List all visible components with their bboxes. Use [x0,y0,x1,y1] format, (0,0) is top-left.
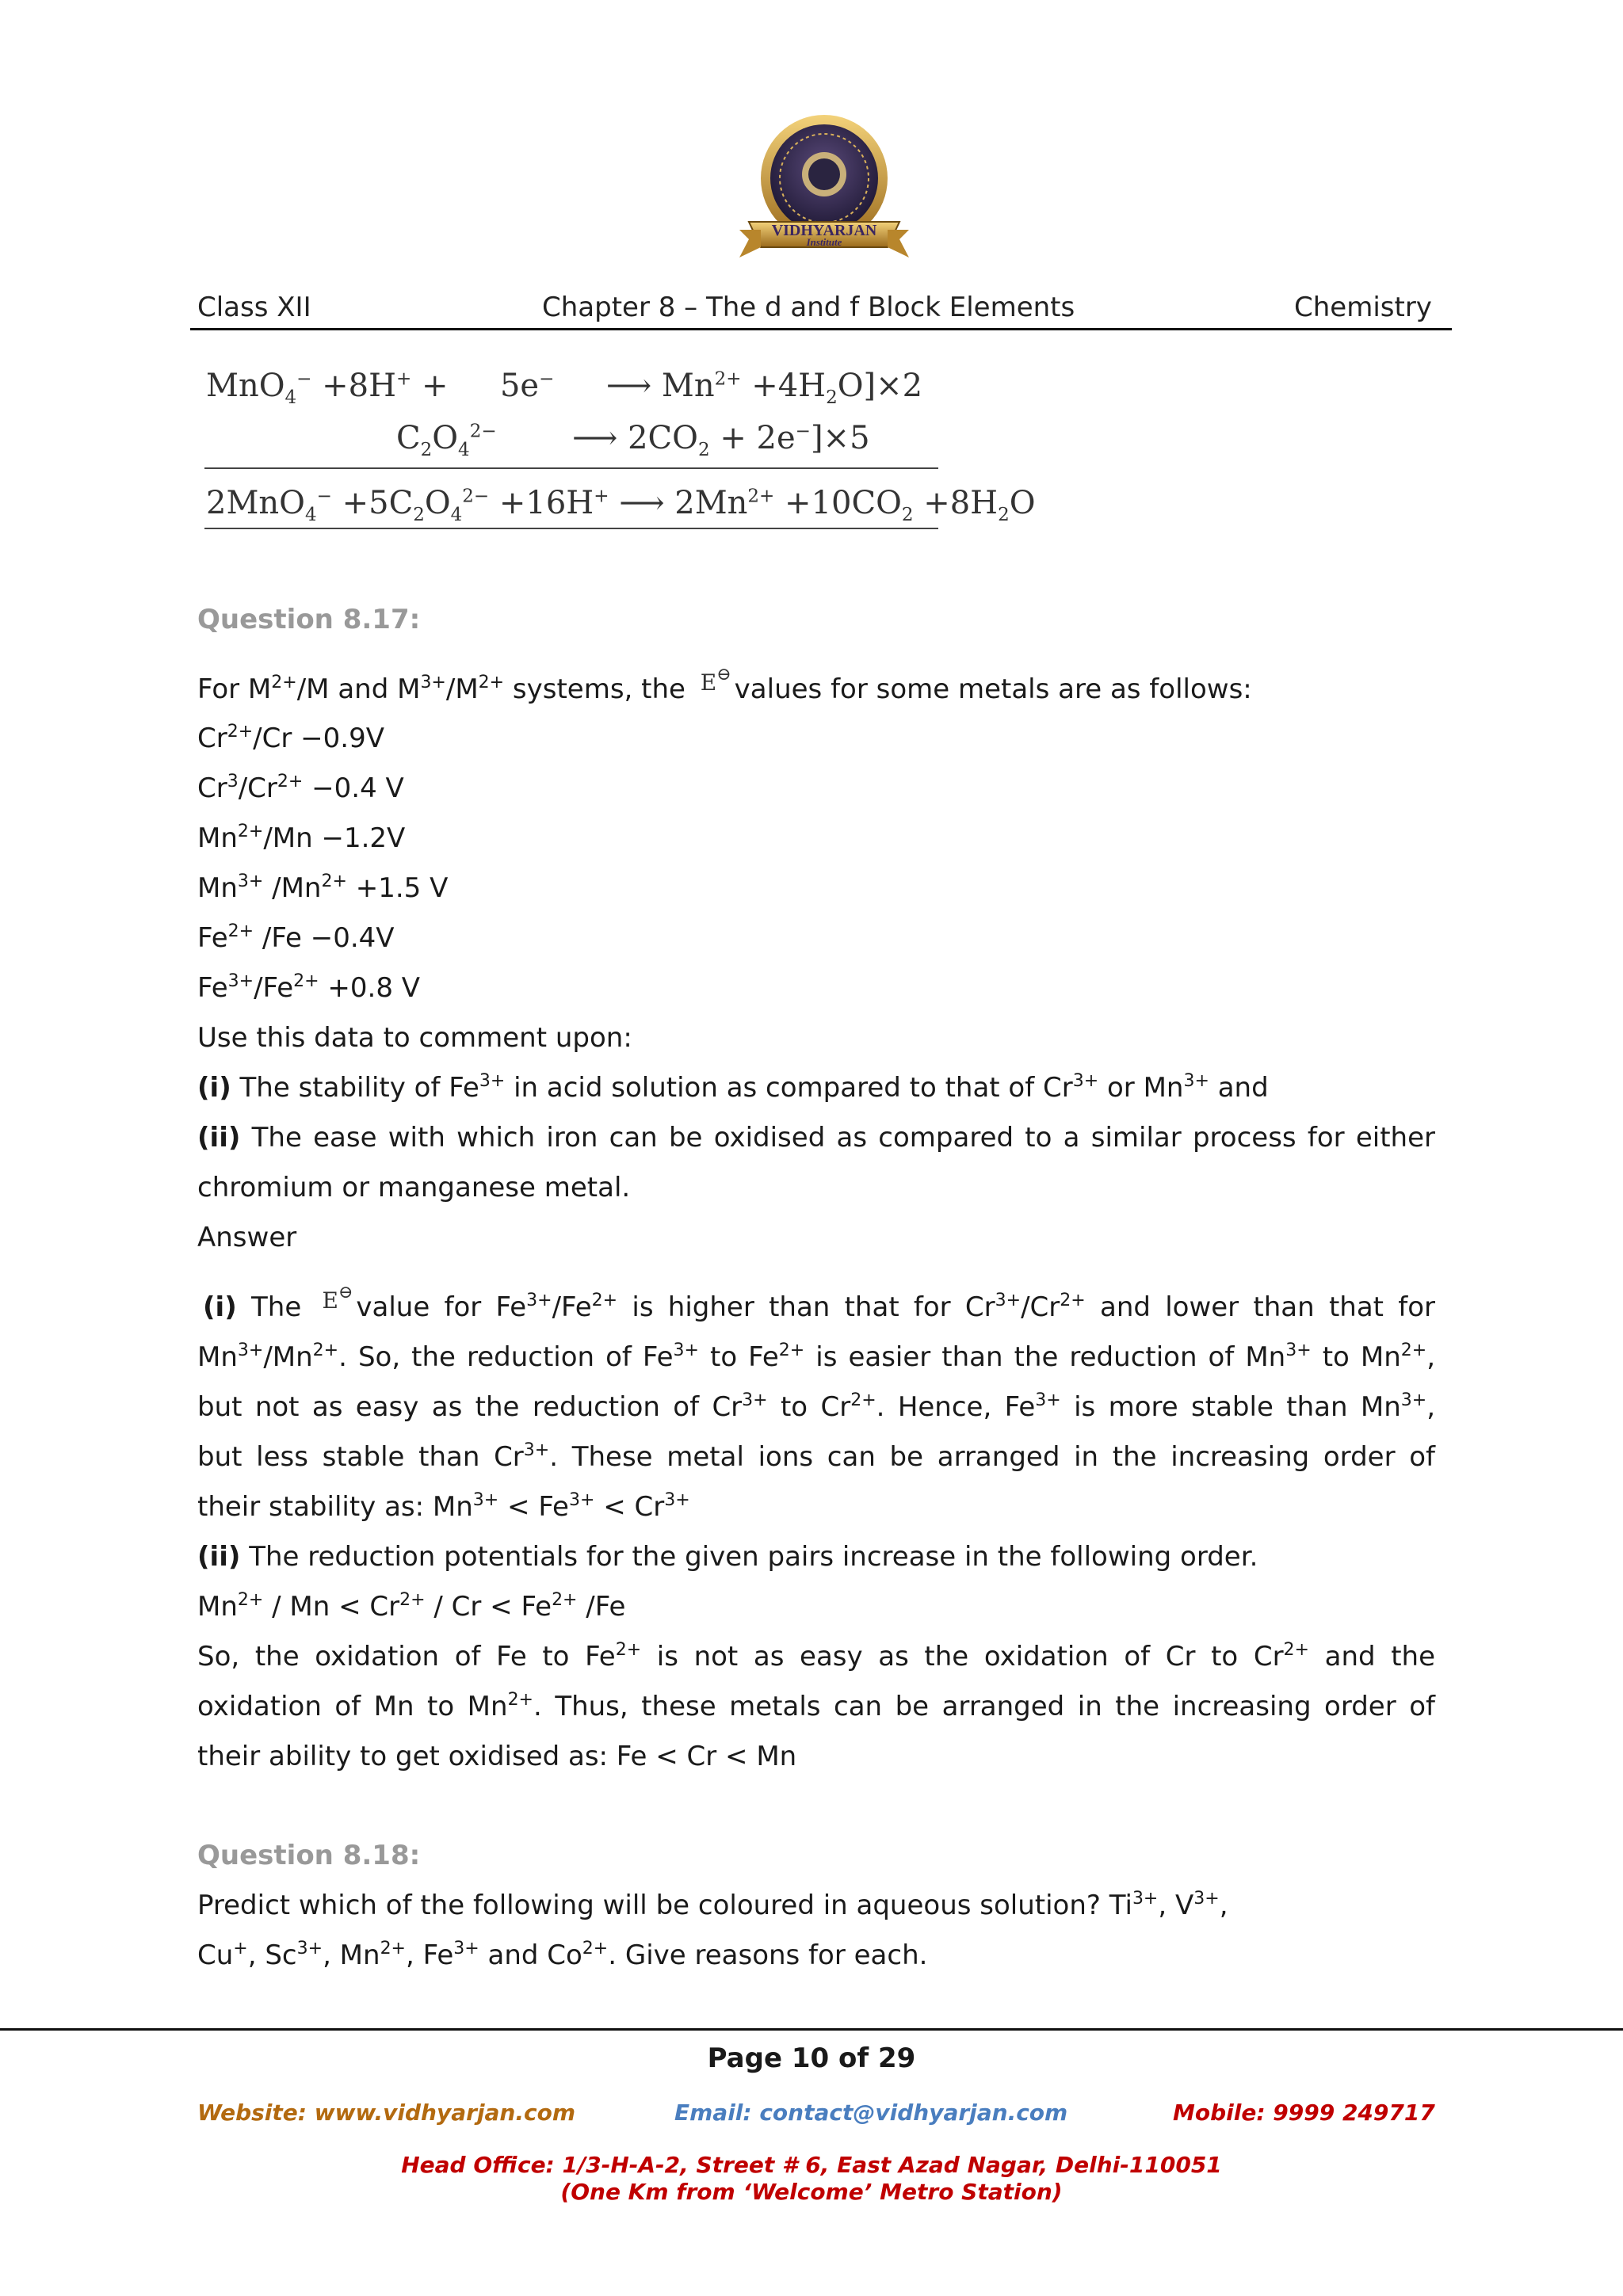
question-text: Cu+, $Sc^{3+}$, $Mn^{2+}$, $Fe^{3+}$ and $Co^{2+}$. Give reasons for each. [197,1939,928,1971]
svg-text:VIDHYARJAN: VIDHYARJAN [771,222,877,239]
header-class: Class XII [197,292,311,323]
header-rule [190,328,1452,330]
answer-i-line: $Mn^{3+}/Mn^{2+}$. So, the reduction of $Fe^{3+}$ to $Fe^{2+}$ is easier than the reduction of $Mn^{3+}$ to $Mn^{2+}$, [197,1341,1435,1373]
footer-email[interactable]: Email: contact@vidhyarjan.com [674,2100,1068,2126]
answer-i-line: but less stable than $Cr^{3+}$. These metal ions can be arranged in the increasing order of [197,1440,1435,1473]
answer-ii-line: So, the oxidation of Fe to $Fe^{2+}$ is not as easy as the oxidation of Cr to $Cr^{2+}$ and the [197,1640,1435,1672]
reaction-arrow: ⟶ [619,485,665,521]
page-number: Page 10 of 29 [707,2042,916,2074]
answer-ii-line: $Mn^{2+} / Mn < Cr^{2+} / Cr < Fe^{2+}$ /Fe [197,1590,626,1623]
answer-i-line: (i) The E⊖ value for $Fe^{3+}/Fe^{2+}$ is higher than that for $Cr^{3+}/Cr^{2+}$ and lower than that for [203,1283,1436,1323]
answer-ii-line: (ii) The reduction potentials for the given pairs increase in the following order. [197,1541,1258,1573]
answer-ii-line: oxidation of Mn to $Mn^{2+}$. Thus, these metals can be arranged in the increasing order of [197,1690,1435,1722]
equation-net: $2MnO_4^- +5C_2O_4^{2-} +16H^+$ ⟶ $2Mn^{2+} +10CO_2 +8H_2O$ [206,485,1036,525]
svg-text:Institute: Institute [806,236,842,248]
data-row: $Mn^{2+}/Mn -1.2V$ [197,822,406,854]
equation-sum-rule [204,467,938,469]
reaction-arrow: ⟶ [572,420,618,456]
footer-website[interactable]: Website: www.vidhyarjan.com [197,2100,576,2126]
data-row: $Mn^{3+}$ $/Mn^{2+} +1.5$ V [197,871,449,904]
equation-row-2: $C_2O_4^{2-}$ ⟶ $2CO_2 + 2e^-]\times 5$ [396,420,870,460]
question-text: Predict which of the following will be coloured in aqueous solution? $Ti^{3+}$, $V^{3+}$, [197,1889,1228,1921]
sub-question-i: (i) The stability of $Fe^{3+}$ in acid solution as compared to that of $Cr^{3+}$ or $Mn^{3+}$ and [197,1071,1269,1104]
standard-potential-symbol: E⊖ [700,665,731,696]
institute-emblem-icon [717,111,931,285]
data-row: $Cr^{2+}/Cr -0.9V$ [197,722,384,754]
use-data-line: Use this data to comment upon: [197,1022,632,1054]
question-intro: For $M^{2+}/M$ and $M^{3+}/M^{2+}$ systems, the E⊖ values for some metals are as follows: [197,665,1252,705]
equation-bottom-rule [204,528,938,529]
answer-i-line: their stability as: $Mn^{3+} < Fe^{3+} < Cr^{3+}$ [197,1490,690,1523]
footer-office-address: Head Office: 1/3-H-A-2, Street # 6, East Azad Nagar, Delhi-110051 [401,2152,1222,2178]
answer-ii-line: their ability to get oxidised as: Fe < Cr < Mn [197,1741,797,1772]
answer-label: Answer [197,1222,297,1253]
header-subject: Chemistry [1294,292,1432,323]
sub-question-ii: (ii) The ease with which iron can be oxidised as compared to a similar process for either [197,1122,1435,1154]
sub-question-ii-cont: chromium or manganese metal. [197,1172,631,1203]
question-title: Question 8.17: [197,604,421,635]
institute-logo [717,111,931,285]
footer-rule [0,2028,1623,2031]
answer-i-line: but not as easy as the reduction of $Cr^{3+}$ to $Cr^{2+}$. Hence, $Fe^{3+}$ is more stable than $Mn^{3+}$, [197,1390,1435,1423]
data-row: $Fe^{3+}/Fe^{2+} +0.8$ V [197,971,421,1004]
data-row: $Cr^3/Cr^{2+} -0.4$ V [197,772,404,804]
footer-mobile: Mobile: 9999 249717 [1173,2100,1435,2126]
reaction-arrow: ⟶ [605,368,652,404]
header-chapter: Chapter 8 – The d and f Block Elements [542,292,1075,323]
data-row: $Fe^{2+}$ /Fe −0.4V [197,921,395,954]
standard-potential-symbol: E⊖ [322,1283,353,1314]
question-title: Question 8.18: [197,1840,421,1871]
equation-row-1: MnO$_4$− +8H+ + 5e− ⟶ $Mn^{2+} +4H_2O]\times 2$ [206,368,923,408]
footer-office-landmark: (One Km from ‘Welcome’ Metro Station) [560,2179,1063,2205]
